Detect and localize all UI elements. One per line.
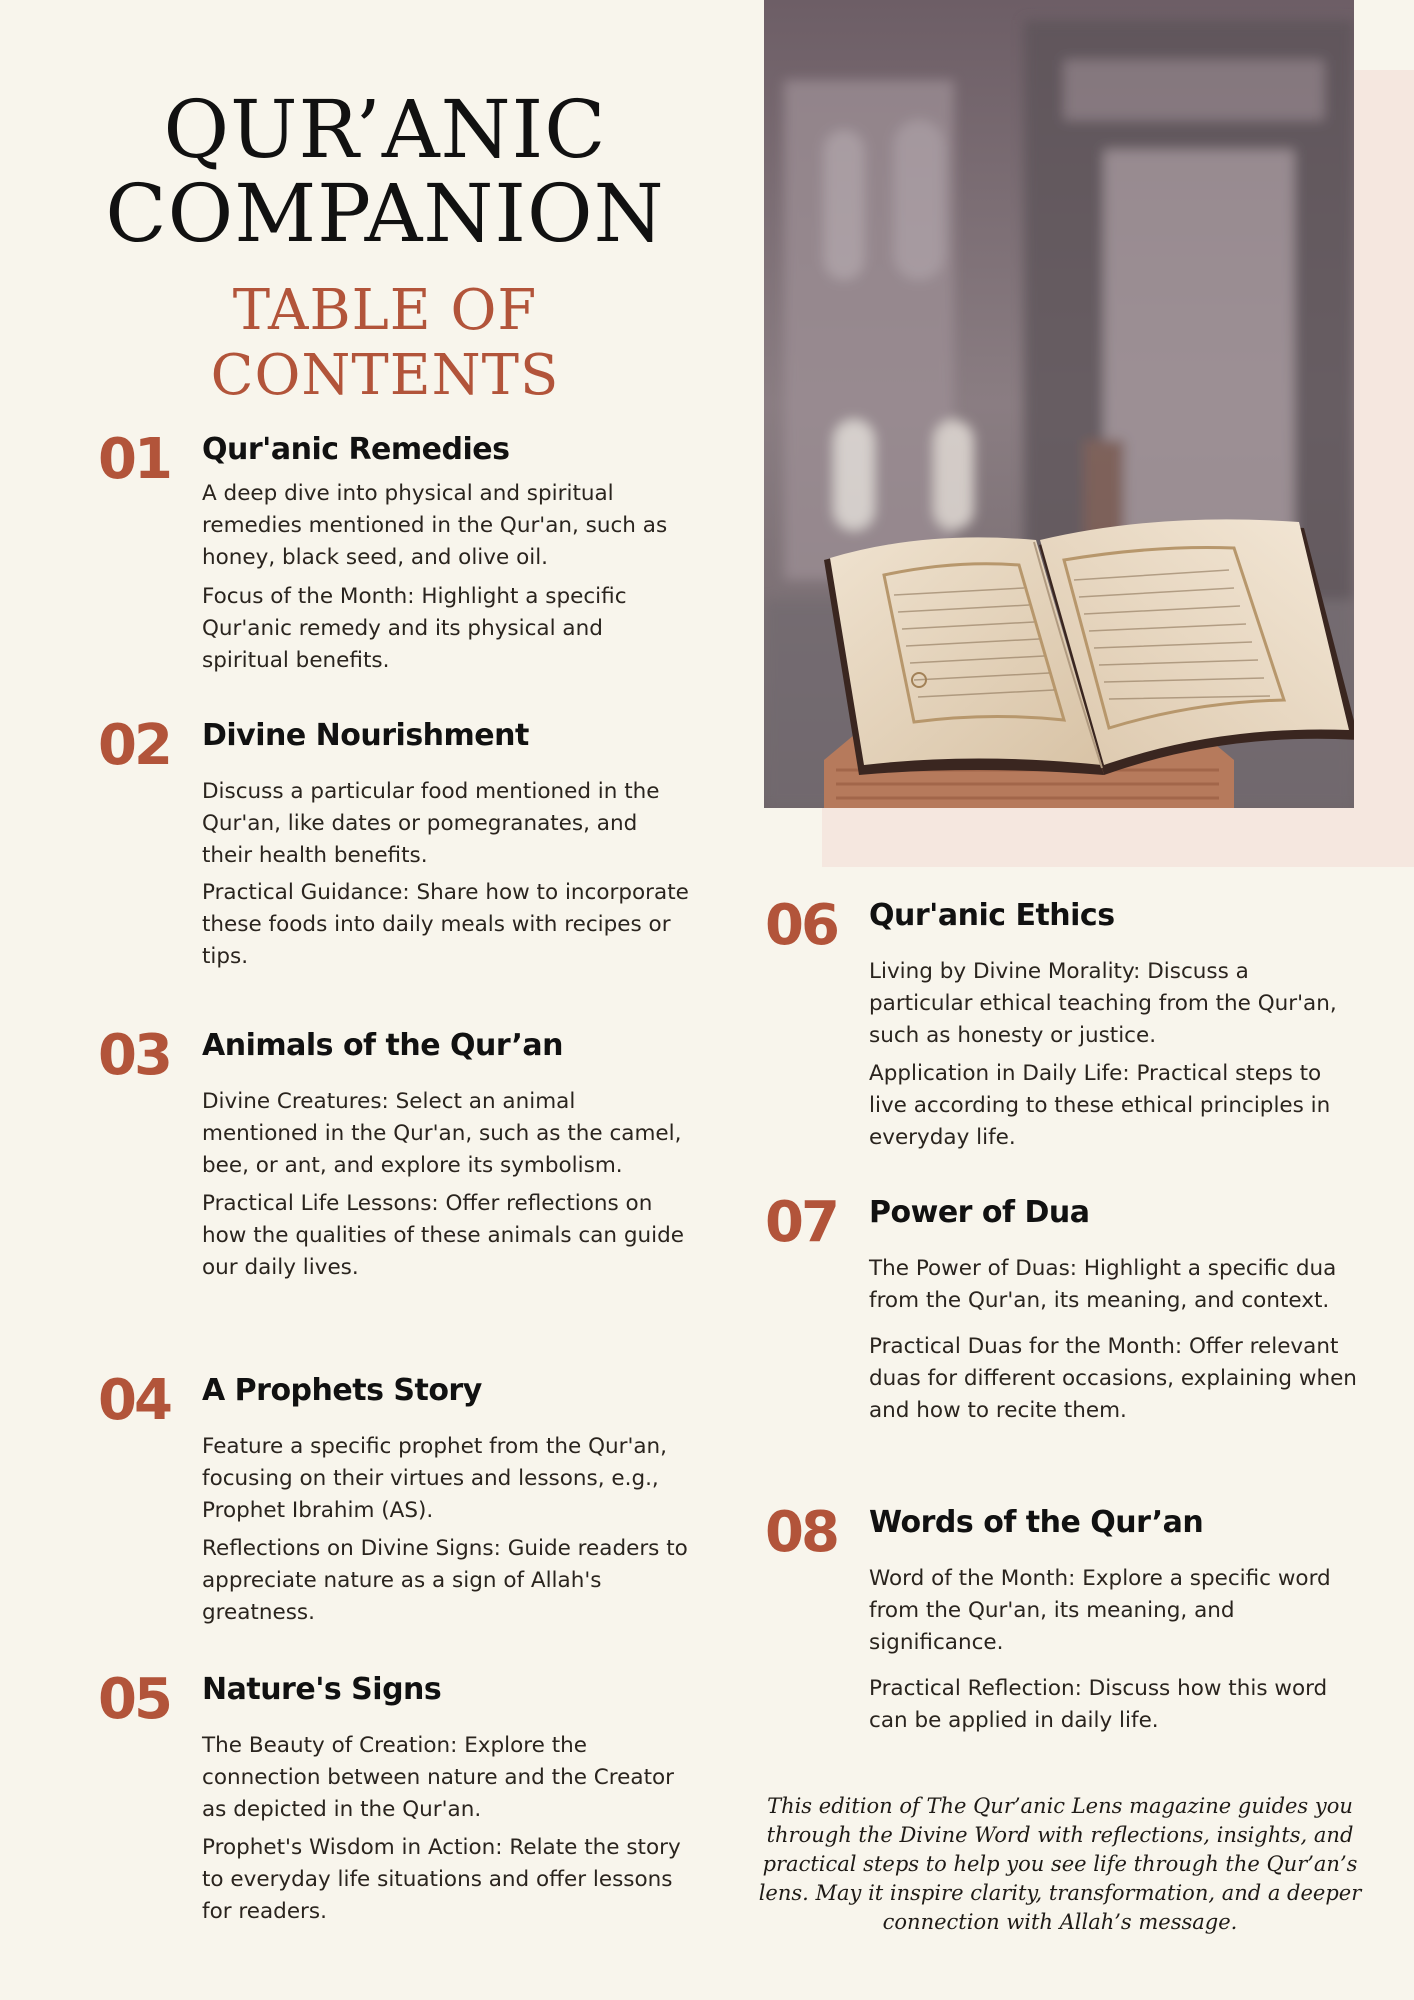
table-of-contents-heading: TABLE OF CONTENTS — [210, 278, 560, 408]
section-paragraph: A deep dive into physical and spiritual remedies mentioned in the Qur'an, such as honey, black seed, and olive oil. — [202, 481, 668, 570]
section-paragraph: Feature a specific prophet from the Qur'an, focusing on their virtues and lessons, e.g., Prophet Ibrahim (AS). — [202, 1434, 668, 1523]
title-line-2: COMPANION — [105, 167, 665, 260]
open-quran-on-stand-icon — [764, 0, 1354, 808]
section-number: 08 — [765, 1500, 837, 1565]
section-paragraph: The Power of Duas: Highlight a specific dua from the Qur'an, its meaning, and context. — [869, 1256, 1337, 1313]
section-paragraph: Reflections on Divine Signs: Guide readers to appreciate nature as a sign of Allah's greatness. — [202, 1536, 688, 1625]
section-title: Power of Dua — [869, 1195, 1090, 1230]
section-title: Qur'anic Remedies — [202, 432, 510, 467]
section-paragraph: Practical Guidance: Share how to incorporate these foods into daily meals with recipes or tips. — [202, 880, 689, 969]
section-paragraph: Discuss a particular food mentioned in the Qur'an, like dates or pomegranates, and their health benefits. — [202, 779, 660, 868]
section-paragraph: The Beauty of Creation: Explore the connection between nature and the Creator as depicted in the Qur'an. — [202, 1733, 674, 1822]
section-number: 06 — [765, 893, 837, 958]
section-title: Divine Nourishment — [202, 718, 529, 753]
page-header — [60, 83, 710, 408]
section-number: 02 — [98, 713, 170, 778]
section-number: 01 — [98, 427, 170, 492]
section-paragraph: Application in Daily Life: Practical steps to live according to these ethical principles in everyday life. — [869, 1061, 1331, 1150]
title-line-1: QUR’ANIC — [163, 83, 607, 176]
section-paragraph: Living by Divine Morality: Discuss a particular ethical teaching from the Qur'an, such as honesty or justice. — [869, 959, 1337, 1048]
section-paragraph: Divine Creatures: Select an animal mentioned in the Qur'an, such as the camel, bee, or ant, and explore its symbolism. — [202, 1089, 682, 1178]
closing-note: This edition of The Qur’anic Lens magazine guides you through the Divine Word with reflections, insights, and practical steps to help you see life through the Qur’an’s lens. May it inspire clarity, transformation, and a deeper connection with Allah’s message. — [758, 1794, 1362, 1934]
section-paragraph: Focus of the Month: Highlight a specific Qur'anic remedy and its physical and spiritual benefits. — [202, 584, 627, 673]
section-paragraph: Practical Reflection: Discuss how this word can be applied in daily life. — [869, 1676, 1328, 1733]
section-title: Qur'anic Ethics — [869, 898, 1115, 933]
section-number: 07 — [765, 1190, 837, 1255]
section-paragraph: Prophet's Wisdom in Action: Relate the story to everyday life situations and offer lessons for readers. — [202, 1835, 681, 1924]
section-paragraph: Practical Life Lessons: Offer reflections on how the qualities of these animals can guide our daily lives. — [202, 1191, 684, 1280]
section-number: 05 — [98, 1667, 170, 1732]
section-paragraph: Word of the Month: Explore a specific word from the Qur'an, its meaning, and significance. — [869, 1566, 1331, 1655]
section-title: A Prophets Story — [202, 1373, 482, 1408]
section-paragraph: Practical Duas for the Month: Offer relevant duas for different occasions, explaining when and how to recite them. — [869, 1334, 1357, 1423]
section-number: 03 — [98, 1023, 170, 1088]
open-quran-photo — [764, 0, 1354, 808]
section-title: Nature's Signs — [202, 1672, 442, 1707]
section-title: Animals of the Qur’an — [202, 1028, 563, 1063]
section-title: Words of the Qur’an — [869, 1505, 1204, 1540]
section-number: 04 — [98, 1368, 170, 1433]
